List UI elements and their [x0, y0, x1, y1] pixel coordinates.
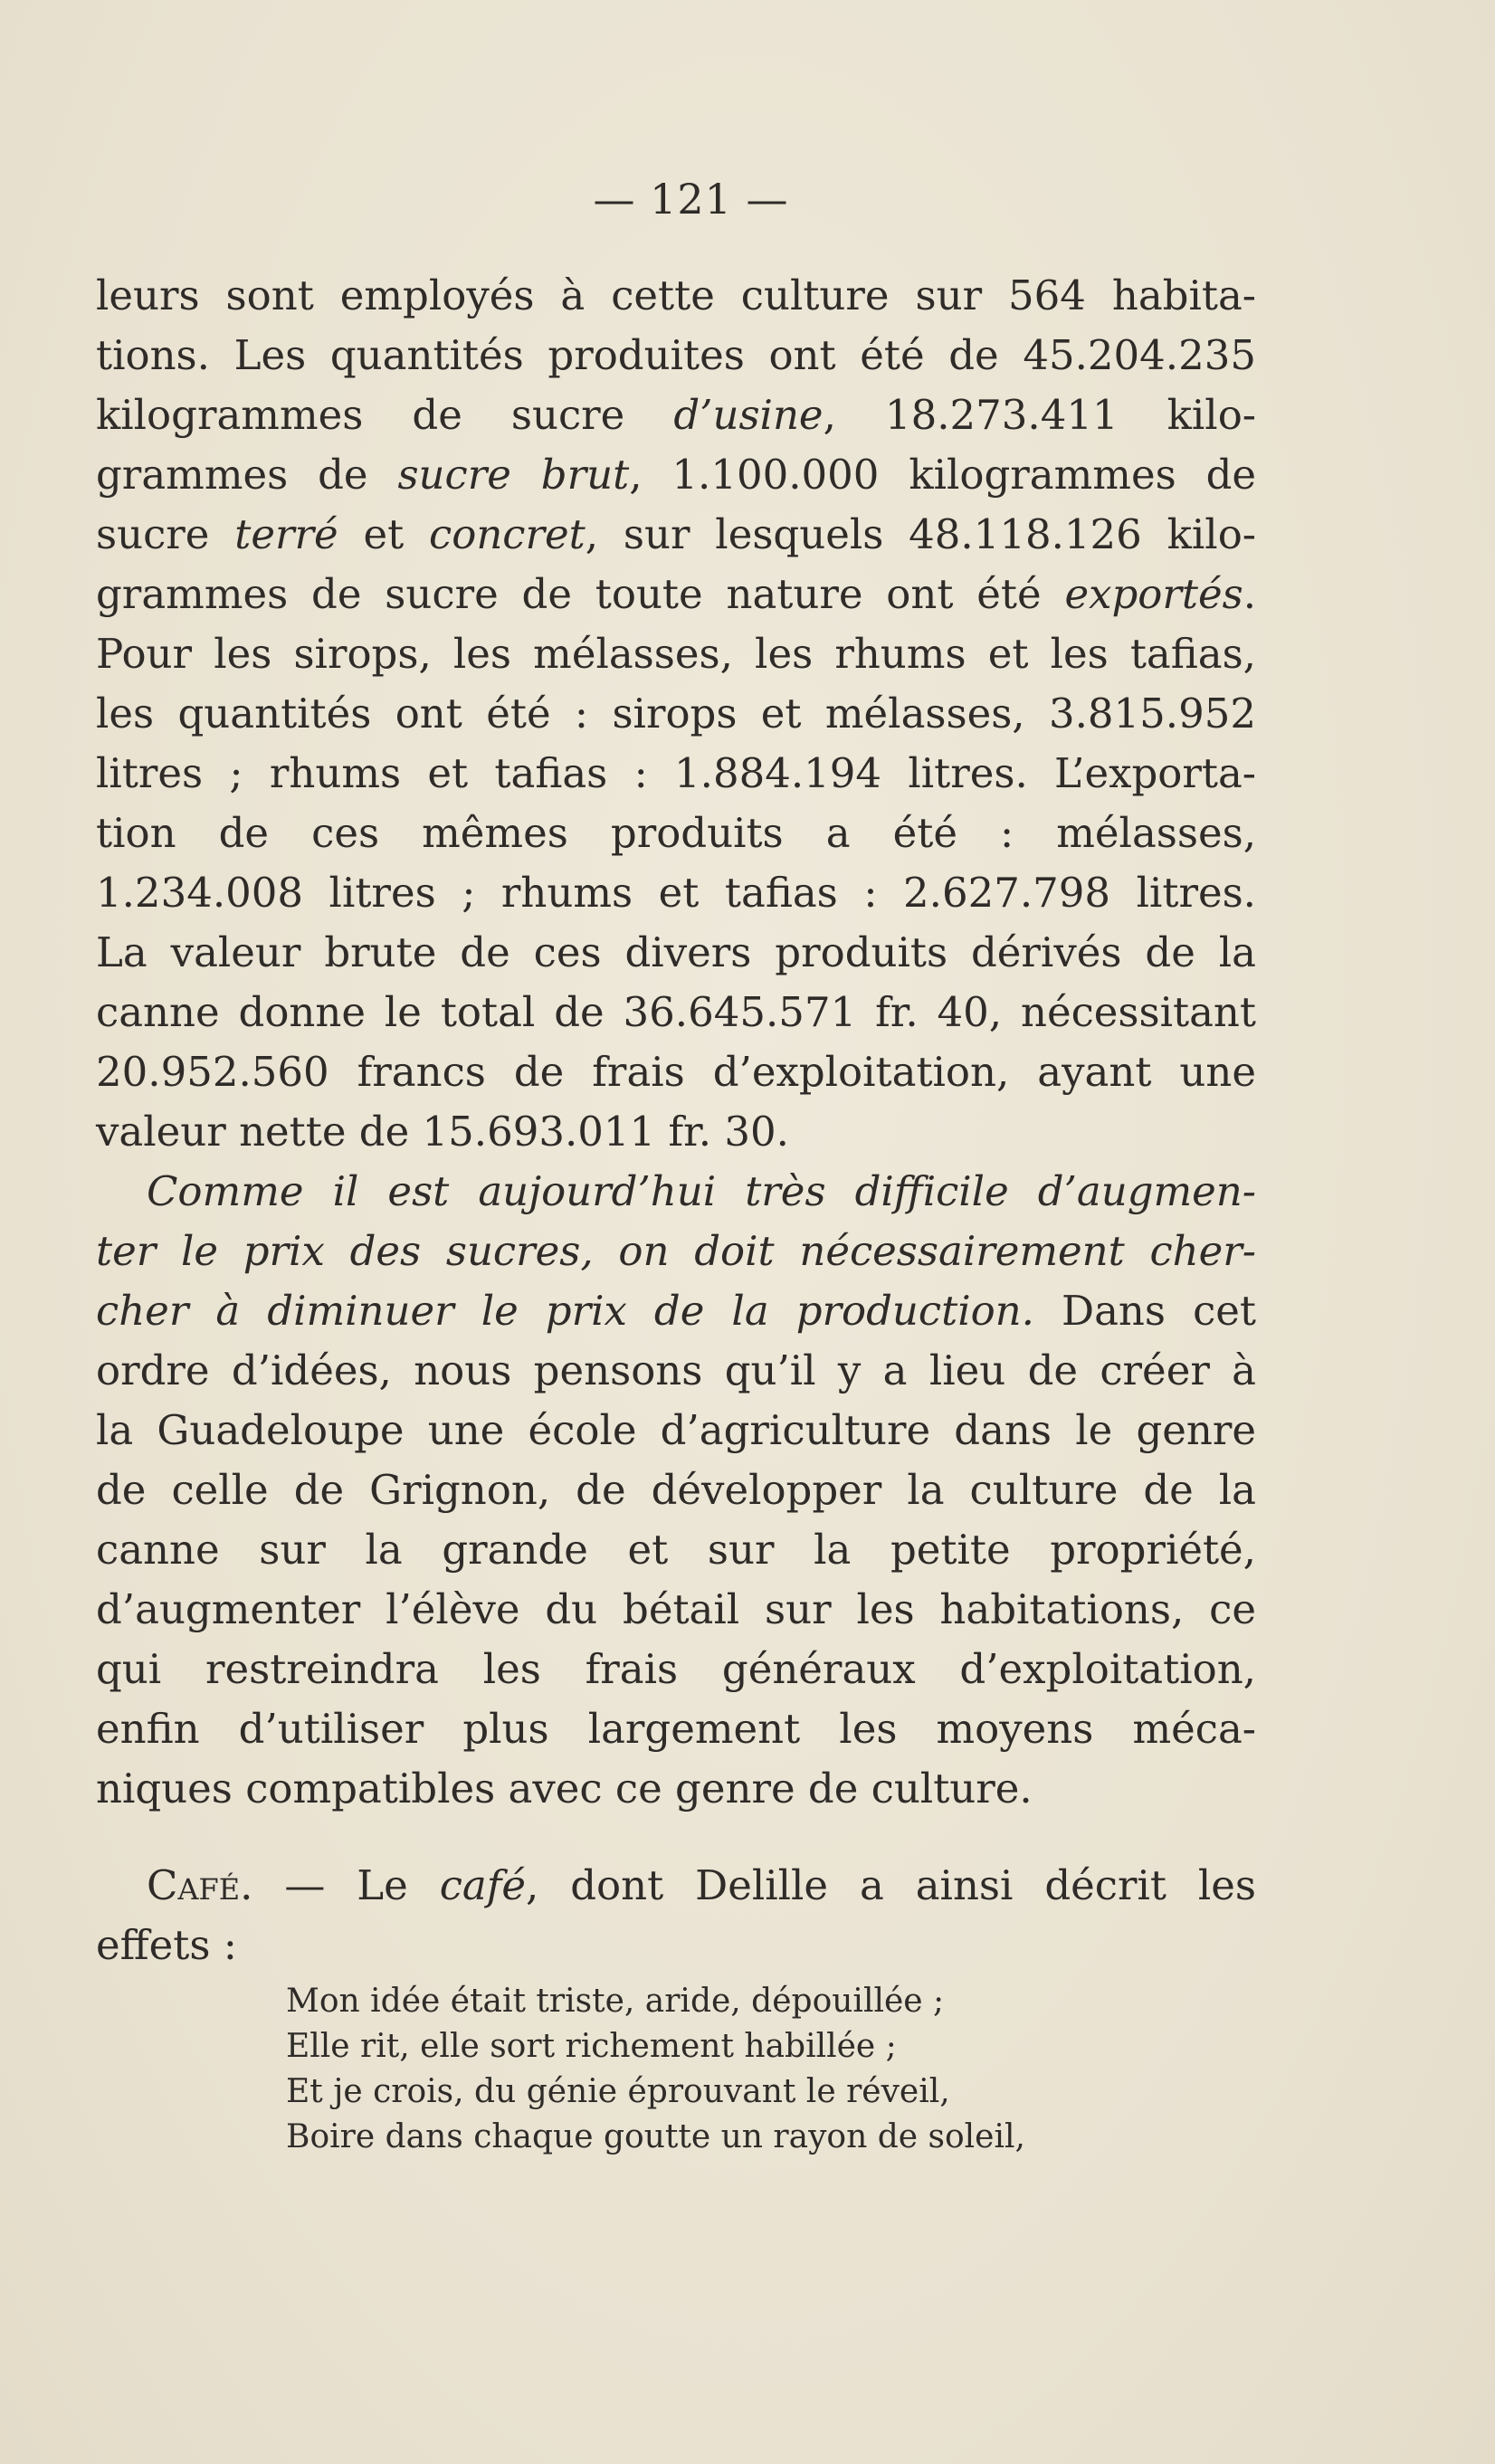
text-line: canne donne le total de 36.645.571 fr. 40, nécessitant	[96, 988, 1256, 1036]
text-line: leurs sont employés à cette culture sur 564 habita-	[96, 271, 1256, 319]
text-line: 20.952.560 francs de frais d’exploitation, ayant une	[96, 1048, 1256, 1096]
text-line	[96, 1282, 1256, 1340]
verse-line: Mon idée était triste, aride, dépouillée ;	[286, 1983, 945, 2020]
text-line	[96, 446, 1256, 504]
italic-span: exportés	[1064, 570, 1243, 618]
text-line	[147, 1857, 1256, 1915]
italic-span: ter le prix des sucres, on doit nécessairement cher-	[96, 1227, 1256, 1275]
italic-span: sucre brut	[397, 451, 630, 499]
text-span: , dont Delille a ainsi décrit les	[526, 1861, 1256, 1909]
text-span: , 1.100.000 kilogrammes de	[629, 451, 1257, 499]
text-span: grammes de sucre de toute nature ont été	[96, 570, 1065, 618]
text-span: kilogrammes de sucre	[96, 391, 674, 439]
text-span: , sur lesquels 48.118.126 kilo-	[585, 510, 1256, 558]
text-span: .	[1243, 570, 1256, 618]
italic-span: concret	[429, 510, 586, 558]
text-line: ordre d’idées, nous pensons qu’il y a lieu de créer à	[96, 1346, 1256, 1394]
italic-span: terré	[234, 510, 338, 558]
text-line: litres ; rhums et tafias : 1.884.194 litres. L’exporta-	[96, 749, 1256, 797]
page-number: — 121 —	[593, 175, 789, 224]
text-span: et	[338, 510, 430, 558]
verse-line: Boire dans chaque goutte un rayon de soleil,	[286, 2118, 1025, 2155]
text-line	[96, 566, 1256, 623]
text-span: Dans cet	[1033, 1287, 1256, 1335]
text-span: — Le	[252, 1861, 440, 1909]
text-line: 1.234.008 litres ; rhums et tafias : 2.627.798 litres.	[96, 869, 1256, 917]
text-line: de celle de Grignon, de développer la culture de la	[96, 1466, 1256, 1514]
text-line: les quantités ont été : sirops et mélasses, 3.815.952	[96, 690, 1256, 737]
text-line: canne sur la grande et sur la petite propriété,	[96, 1526, 1256, 1574]
text-line: la Guadeloupe une école d’agriculture dans le genre	[96, 1406, 1256, 1454]
text-span: , 18.273.411 kilo-	[823, 391, 1256, 439]
text-line	[147, 1163, 1256, 1221]
text-span: grammes de	[96, 451, 398, 499]
text-line: Pour les sirops, les mélasses, les rhums et les tafias,	[96, 630, 1256, 678]
italic-span: café	[439, 1861, 527, 1909]
text-line	[96, 1222, 1256, 1280]
italic-span: Comme il est aujourd’hui très difficile d’augmen-	[147, 1167, 1256, 1215]
italic-span: d’usine	[673, 391, 824, 439]
text-span: sucre	[96, 510, 235, 558]
text-line: valeur nette de 15.693.011 fr. 30.	[96, 1108, 789, 1156]
italic-span: cher à diminuer le prix de la production.	[96, 1287, 1034, 1335]
section-heading: Café.	[147, 1861, 253, 1909]
text-line: enfin d’utiliser plus largement les moyens méca-	[96, 1705, 1256, 1753]
text-line: La valeur brute de ces divers produits dérivés de la	[96, 928, 1256, 976]
verse-line: Elle rit, elle sort richement habillée ;	[286, 2028, 897, 2065]
text-line: niques compatibles avec ce genre de culture.	[96, 1765, 1033, 1812]
text-line	[96, 506, 1256, 564]
text-line: qui restreindra les frais généraux d’exploitation,	[96, 1645, 1256, 1693]
text-line: tions. Les quantités produites ont été de 45.204.235	[96, 331, 1256, 379]
text-line	[96, 386, 1256, 444]
verse-line: Et je crois, du génie éprouvant le réveil,	[286, 2073, 950, 2110]
text-line: effets :	[96, 1921, 237, 1969]
text-line: tion de ces mêmes produits a été : mélasses,	[96, 809, 1256, 857]
text-line: d’augmenter l’élève du bétail sur les habitations, ce	[96, 1585, 1256, 1633]
